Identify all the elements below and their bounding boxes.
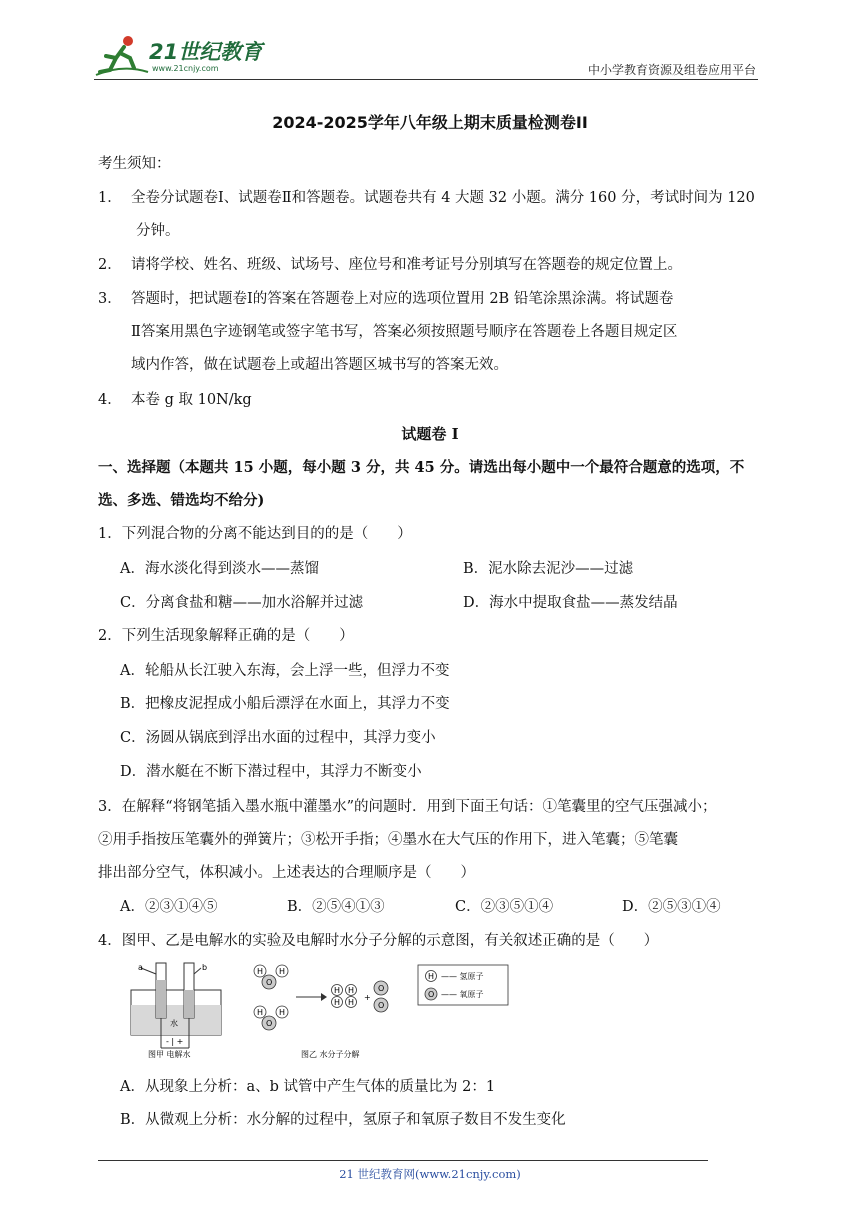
electrolysis-apparatus bbox=[131, 963, 221, 1048]
q3-stem-line-2: ②用手指按压笔囊外的弹簧片；③松开手指；④墨水在大气压的作用下，进入笔囊；⑤笔囊 bbox=[98, 832, 678, 848]
q3-option-c: C．②③⑤①④ bbox=[455, 899, 554, 915]
q1-option-d: D．海水中提取食盐——蒸发结晶 bbox=[463, 595, 678, 611]
atom-h-5: H bbox=[334, 986, 341, 995]
q1-stem: 1．下列混合物的分离不能达到目的的是（ ） bbox=[98, 526, 412, 542]
notice-3-line-1: 答题时，把试题卷Ⅰ的答案在答题卷上对应的选项位置用 2B 铅笔涂黑涂满。将试题卷 bbox=[131, 291, 674, 307]
atom-h-3: H bbox=[257, 1008, 264, 1017]
atom-h-7: H bbox=[348, 986, 355, 995]
footer-text: 21 世纪教育网(www.21cnjy.com) bbox=[339, 1167, 521, 1181]
logo-text: 21世纪教育 bbox=[149, 40, 263, 64]
q4-stem: 4．图甲、乙是电解水的实验及电解时水分子分解的示意图，有关叙述正确的是（ ） bbox=[98, 933, 659, 949]
q3-option-b: B．②⑤④①③ bbox=[287, 899, 385, 915]
caption-fig-a: 图甲 电解水 bbox=[148, 1050, 191, 1059]
q3-stem-line-1: 3．在解释“将钢笔插入墨水瓶中灌墨水”的问题时．用到下面王句话：①笔囊里的空气压强减小； bbox=[98, 799, 717, 815]
notice-2-line-1: 请将学校、姓名、班级、试场号、座位号和准考证号分别填写在答题卷的规定位置上。 bbox=[131, 257, 682, 273]
atom-h-6: H bbox=[334, 998, 341, 1007]
q1-option-c: C．分离食盐和糖——加水浴解并过滤 bbox=[120, 595, 364, 611]
arrow-icon bbox=[296, 993, 327, 1001]
plus-sign: + bbox=[364, 993, 371, 1002]
notice-num-1: 1． bbox=[98, 190, 122, 206]
q3-stem-line-3: 排出部分空气，体积减小。上述表达的合理顺序是（ ） bbox=[98, 865, 475, 881]
atom-o-2: O bbox=[266, 1019, 273, 1028]
q4-option-a: A．从现象上分析：a、b 试管中产生气体的质量比为 2：1 bbox=[120, 1079, 496, 1095]
q3-option-a: A．②③①④⑤ bbox=[120, 899, 218, 915]
notice-4-line-1: 本卷 g 取 10N/kg bbox=[131, 392, 252, 408]
atom-o-4: O bbox=[378, 1001, 385, 1010]
q1-option-a: A．海水淡化得到淡水——蒸馏 bbox=[120, 561, 319, 577]
notice-1-line-1: 全卷分试题卷Ⅰ、试题卷Ⅱ和答题卷。试题卷共有 4 大题 32 小题。满分 160 分，考试时间为 120 bbox=[131, 190, 755, 206]
legend bbox=[418, 965, 508, 1005]
part1-instruction-line-2: 选、多选、错选均不给分) bbox=[98, 492, 265, 509]
electrolysis-figure bbox=[126, 960, 526, 1060]
part1-instruction-line-1: 一、选择题（本题共 15 小题，每小题 3 分，共 45 分。请选出每小题中一个最符合题意的选项，不 bbox=[98, 459, 745, 476]
legend-o-symbol: O bbox=[428, 990, 435, 999]
q2-option-b: B．把橡皮泥捏成小船后漂浮在水面上，其浮力不变 bbox=[120, 696, 450, 712]
page-title: 2024-2025学年八年级上期末质量检测卷II bbox=[272, 113, 588, 132]
notice-3-line-3: 域内作答，做在试题卷上或超出答题区城书写的答案无效。 bbox=[131, 357, 508, 373]
legend-h-symbol: H bbox=[428, 972, 435, 981]
atom-h-1: H bbox=[257, 967, 264, 976]
notice-heading: 考生须知： bbox=[98, 156, 171, 172]
legend-hydrogen: —— 氢原子 bbox=[441, 972, 484, 981]
label-water: 水 bbox=[170, 1019, 178, 1028]
notice-num-2: 2． bbox=[98, 257, 122, 273]
footer-divider bbox=[98, 1160, 708, 1161]
legend-oxygen: —— 氧原子 bbox=[441, 990, 484, 999]
atom-h-8: H bbox=[348, 998, 355, 1007]
header-divider bbox=[94, 79, 758, 80]
q1-option-b: B．泥水除去泥沙——过滤 bbox=[463, 561, 634, 577]
q2-option-a: A．轮船从长江驶入东海，会上浮一些，但浮力不变 bbox=[120, 663, 450, 679]
q4-option-b: B．从微观上分析：水分解的过程中，氢原子和氧原子数目不发生变化 bbox=[120, 1112, 566, 1128]
runner-icon bbox=[94, 34, 150, 78]
notice-num-3: 3． bbox=[98, 291, 122, 307]
q2-stem: 2．下列生活现象解释正确的是（ ） bbox=[98, 628, 354, 644]
label-b: b bbox=[202, 963, 208, 972]
notice-1-line-2: 分钟。 bbox=[136, 223, 180, 239]
atom-o-1: O bbox=[266, 978, 273, 987]
notice-3-line-2: Ⅱ答案用黑色字迹钢笔或签字笔书写，答案必须按照题号顺序在答题卷上各题目规定区 bbox=[131, 324, 678, 340]
header-platform-text: 中小学教育资源及组卷应用平台 bbox=[587, 63, 756, 77]
section-title: 试题卷 I bbox=[401, 425, 459, 443]
label-electrodes: - | + bbox=[166, 1037, 184, 1046]
caption-fig-b: 图乙 水分子分解 bbox=[301, 1050, 360, 1059]
atom-o-3: O bbox=[378, 984, 385, 993]
atom-h-2: H bbox=[279, 967, 286, 976]
label-a: a bbox=[138, 963, 143, 972]
notice-num-4: 4． bbox=[98, 392, 122, 408]
atom-h-4: H bbox=[279, 1008, 286, 1017]
q2-option-c: C．汤圆从锅底到浮出水面的过程中，其浮力变小 bbox=[120, 730, 436, 746]
q2-option-d: D．潜水艇在不断下潜过程中，其浮力不断变小 bbox=[120, 764, 422, 780]
q3-option-d: D．②⑤③①④ bbox=[622, 899, 721, 915]
site-logo bbox=[94, 34, 269, 78]
logo-url: www.21cnjy.com bbox=[152, 64, 219, 73]
